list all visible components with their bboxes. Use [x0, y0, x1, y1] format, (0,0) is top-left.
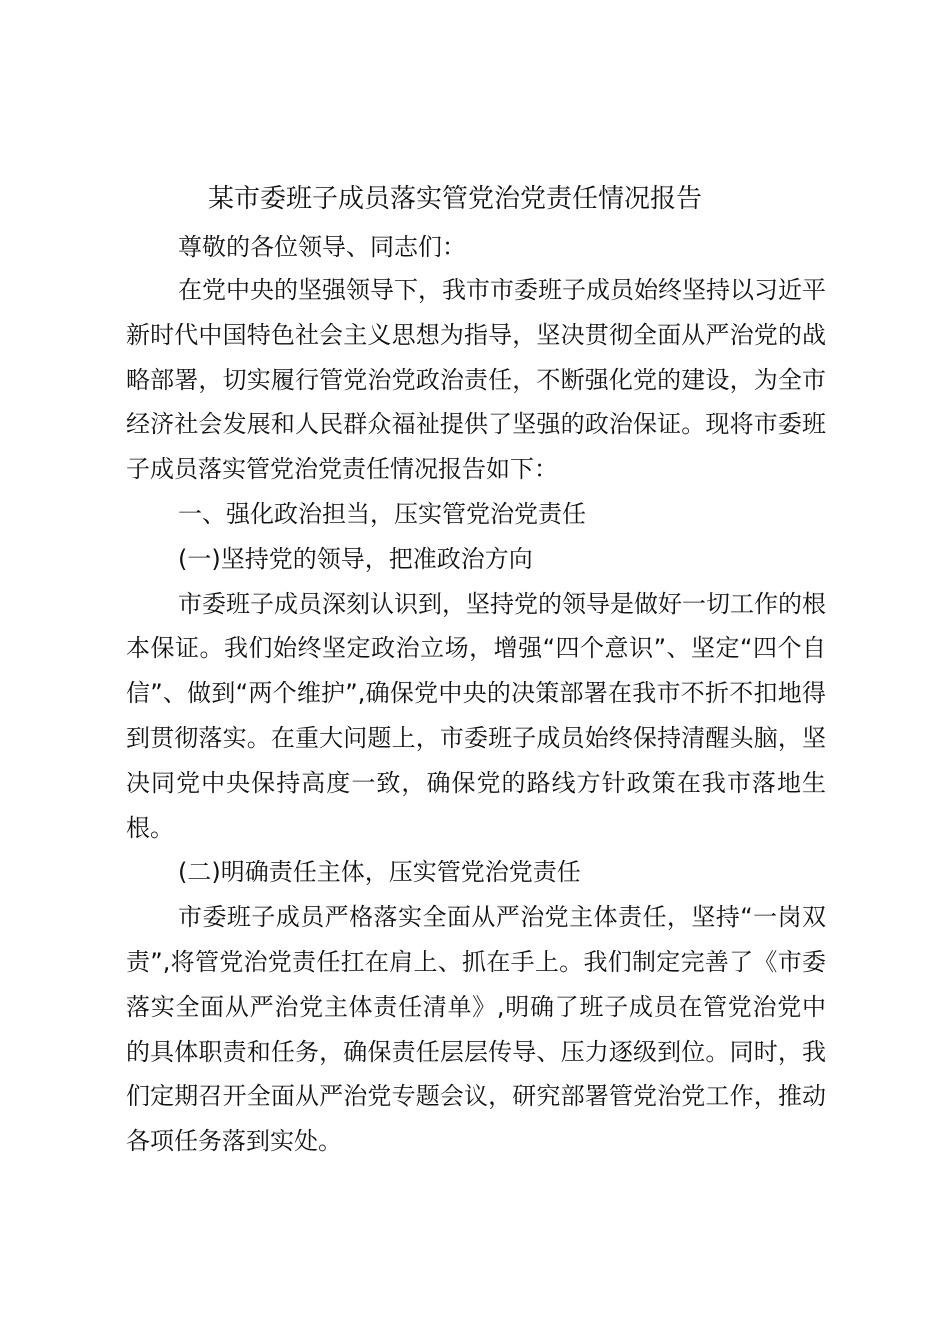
document-title: 某市委班子成员落实管党治党责任情况报告: [208, 184, 703, 214]
document-body: [126, 172, 826, 1164]
subsection-2-heading: (二)明确责任主体，压实管党治党责任: [178, 858, 581, 887]
greeting: 尊敬的各位领导、同志们：: [178, 233, 466, 261]
intro-paragraph: 在党中央的坚强领导下，我市市委班子成员始终坚持以习近平新时代中国特色社会主义思想为指导，坚决贯彻全面从严治党的战略部署，切实履行管党治党政治责任，不断强化党的建设，为全市经济社会发展和人民群众福祉提供了坚强的政治保证。现将市委班子成员落实管党治党责任情况报告如下：: [126, 276, 826, 484]
subsection-1-heading: (一)坚持党的领导，把准政治方向: [178, 544, 533, 573]
subsection-1-body: 市委班子成员深刻认识到，坚持党的领导是做好一切工作的根本保证。我们始终坚定政治立场，增强“四个意识”、坚定“四个自信”、做到“两个维护”,确保党中央的决策部署在我市不折不扣地得到贯彻落实。在重大问题上，市委班子成员始终保持清醒头脑，坚决同党中央保持高度一致，确保党的路线方针政策在我市落地生根。: [126, 589, 826, 842]
section-1-heading: 一、强化政治担当，压实管党治党责任: [178, 499, 586, 528]
subsection-2-body: 市委班子成员严格落实全面从严治党主体责任，坚持“一岗双责”,将管党治党责任扛在肩上、抓在手上。我们制定完善了《市委落实全面从严治党主体责任清单》,明确了班子成员在管党治党中的具体职责和任务，确保责任层层传导、压力逐级到位。同时，我们定期召开全面从严治党专题会议，研究部署管党治党工作，推动各项任务落到实处。: [126, 903, 826, 1156]
